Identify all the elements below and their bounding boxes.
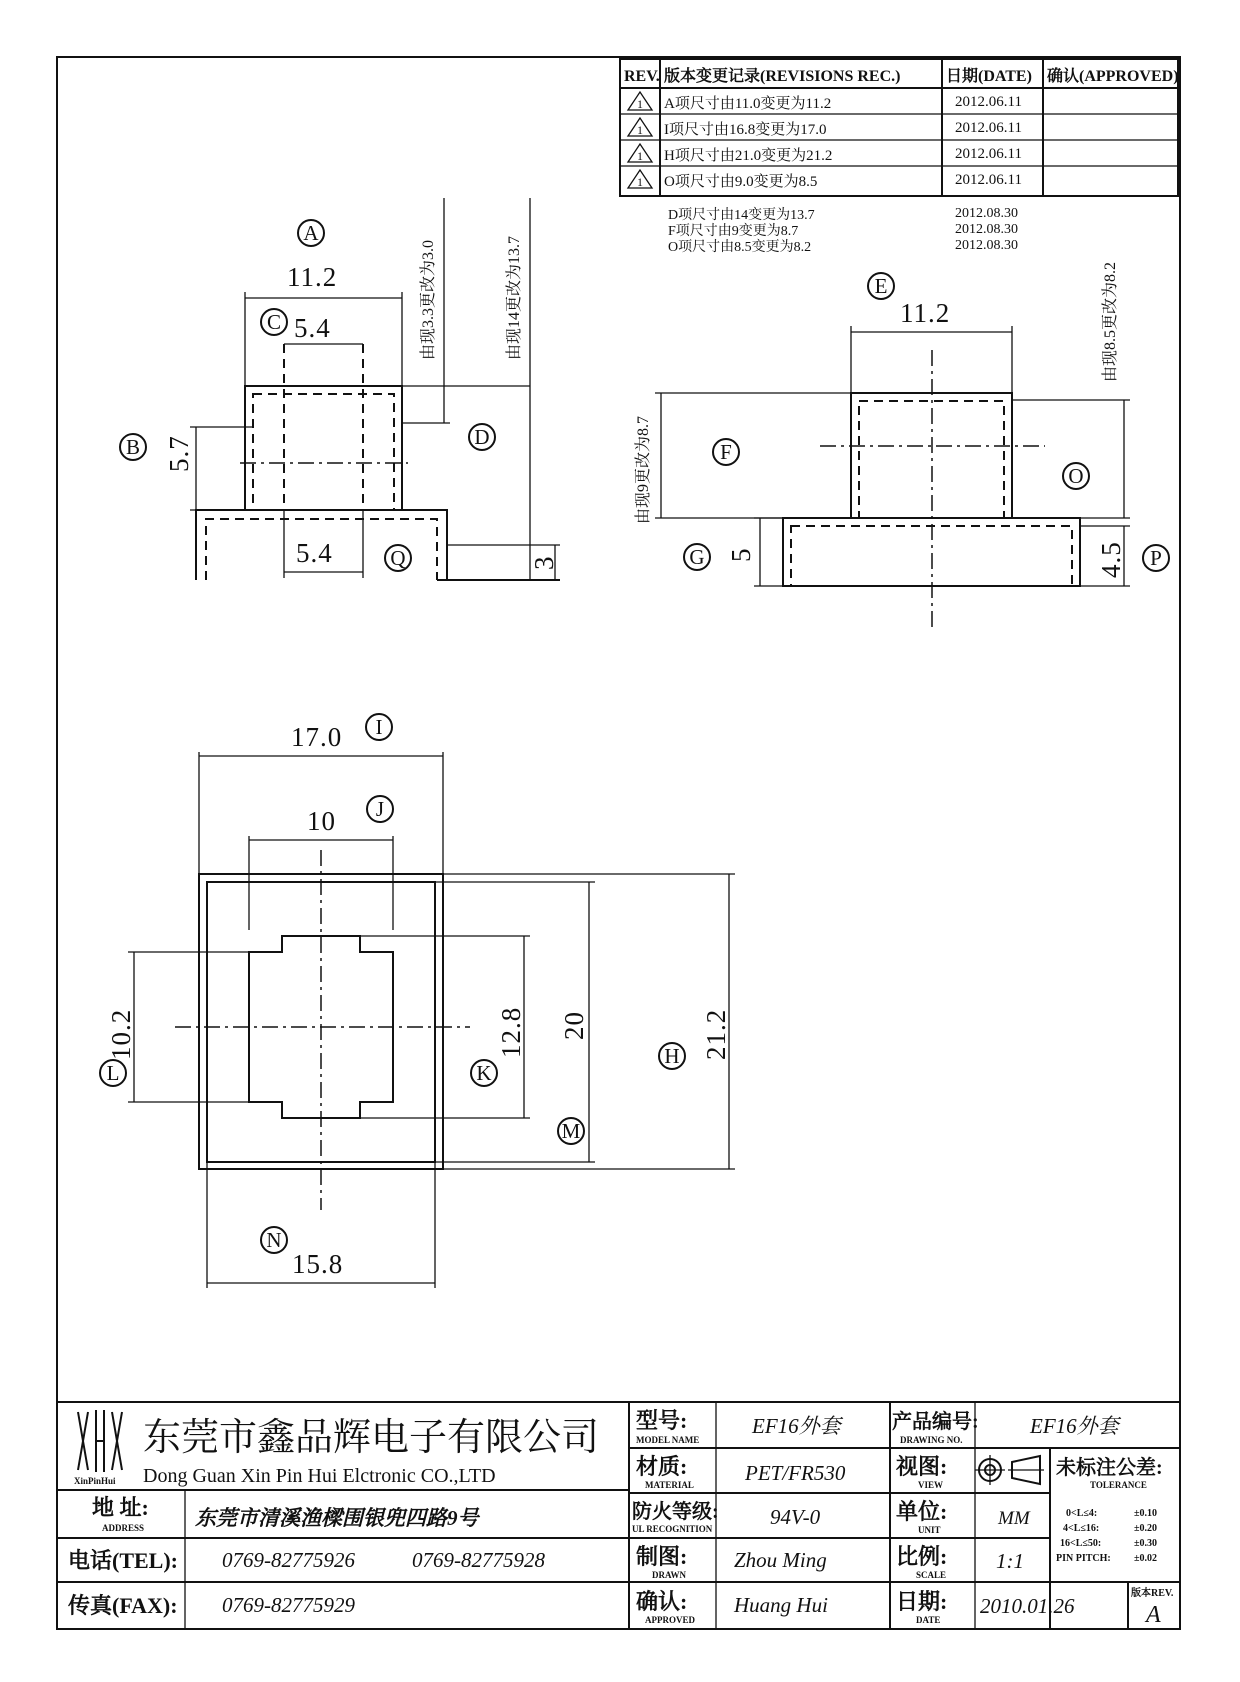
date-label: 日期: bbox=[896, 1589, 948, 1614]
tolerance-range: 16<L≤50: bbox=[1060, 1538, 1102, 1549]
company-logo bbox=[74, 1410, 122, 1486]
revision-date: 2012.06.11 bbox=[955, 172, 1022, 188]
approved-sub: APPROVED bbox=[645, 1615, 695, 1625]
note-side-2: 由现8.5更改为8.2 bbox=[1102, 261, 1119, 382]
scale-value: 1:1 bbox=[996, 1549, 1024, 1573]
rev-value: A bbox=[1146, 1602, 1161, 1628]
flame-value: 94V-0 bbox=[770, 1505, 821, 1529]
unit-sub: UNIT bbox=[918, 1525, 941, 1535]
revision-extra-text: O项尺寸由8.5变更为8.2 bbox=[668, 240, 812, 255]
address-sub: ADDRESS bbox=[102, 1523, 145, 1533]
tolerance-range: PIN PITCH: bbox=[1056, 1553, 1111, 1564]
drawing-no-value: EF16外套 bbox=[1030, 1414, 1119, 1438]
label-c: C bbox=[266, 310, 282, 334]
dim-k-value: 12.8 bbox=[496, 1006, 526, 1058]
tel1-value: 0769-82775926 bbox=[222, 1548, 355, 1572]
revision-extra-date: 2012.08.30 bbox=[955, 222, 1018, 237]
tolerance-label: 未标注公差: bbox=[1056, 1457, 1163, 1479]
tel-label: 电话(TEL): bbox=[68, 1548, 179, 1573]
label-i: I bbox=[375, 715, 383, 739]
approved-label: 确认: bbox=[636, 1589, 688, 1614]
date-header: 日期(DATE) bbox=[946, 68, 1032, 85]
dim-l-value: 10.2 bbox=[106, 1008, 136, 1060]
logo-text: XinPinHui bbox=[74, 1476, 116, 1486]
tolerance-value: ±0.02 bbox=[1134, 1553, 1157, 1564]
tolerance-range: 4<L≤16: bbox=[1063, 1523, 1100, 1534]
label-k: K bbox=[476, 1061, 492, 1085]
label-h: H bbox=[664, 1044, 680, 1068]
unit-label: 单位: bbox=[896, 1499, 948, 1524]
title-block bbox=[57, 1402, 1180, 1629]
revision-text: O项尺寸由9.0变更为8.5 bbox=[664, 174, 818, 190]
label-d: D bbox=[474, 425, 490, 449]
note-front-2: 由现14更改为13.7 bbox=[506, 235, 523, 360]
revision-date: 2012.06.11 bbox=[955, 120, 1022, 136]
tel2-value: 0769-82775928 bbox=[412, 1548, 545, 1572]
record-header: 版本变更记录(REVISIONS REC.) bbox=[664, 68, 901, 85]
scale-sub: SCALE bbox=[916, 1570, 947, 1580]
label-b: B bbox=[125, 435, 141, 459]
view-sub: VIEW bbox=[918, 1480, 944, 1490]
model-label: 型号: bbox=[636, 1408, 688, 1433]
dim-j-value: 10 bbox=[307, 806, 336, 836]
material-label: 材质: bbox=[636, 1454, 688, 1479]
approved-header: 确认(APPROVED) bbox=[1047, 68, 1179, 85]
company-name-cn: 东莞市鑫品辉电子有限公司 bbox=[143, 1417, 600, 1459]
tolerance-value: ±0.30 bbox=[1134, 1538, 1157, 1549]
revision-extra-text: D项尺寸由14变更为13.7 bbox=[668, 208, 815, 223]
revision-row bbox=[628, 170, 1022, 190]
revision-date: 2012.06.11 bbox=[955, 146, 1022, 162]
approved-value: Huang Hui bbox=[734, 1593, 828, 1617]
drawn-sub: DRAWN bbox=[652, 1570, 687, 1580]
label-a: A bbox=[303, 221, 319, 245]
label-l: L bbox=[106, 1061, 120, 1085]
company-name-en: Dong Guan Xin Pin Hui Elctronic CO.,LTD bbox=[143, 1465, 496, 1487]
address-value: 东莞市清溪渔樑围银兜四路9号 bbox=[195, 1506, 479, 1530]
front-view bbox=[120, 198, 560, 580]
drawn-value: Zhou Ming bbox=[734, 1548, 827, 1572]
note-side-1: 由现9更改为8.7 bbox=[635, 415, 652, 524]
dim-g-value: 5 bbox=[726, 547, 756, 562]
dim-b-value: 5.7 bbox=[164, 435, 194, 472]
label-j: J bbox=[375, 797, 385, 821]
material-sub: MATERIAL bbox=[645, 1480, 694, 1490]
dim-a-value: 11.2 bbox=[287, 262, 338, 292]
dim-e-value: 11.2 bbox=[900, 298, 951, 328]
dim-p-value: 4.5 bbox=[1096, 541, 1126, 578]
unit-value: MM bbox=[998, 1508, 1030, 1529]
sheet-border bbox=[57, 57, 1180, 1629]
tolerance-sub: TOLERANCE bbox=[1090, 1480, 1147, 1490]
flame-label: 防火等级: bbox=[632, 1501, 719, 1523]
label-q: Q bbox=[390, 546, 406, 570]
tolerance-range: 0<L≤4: bbox=[1066, 1508, 1098, 1519]
label-e: E bbox=[874, 274, 888, 298]
label-f: F bbox=[720, 440, 732, 464]
tolerance-value: ±0.10 bbox=[1134, 1508, 1157, 1519]
dim-bottom-value: 5.4 bbox=[296, 538, 333, 568]
material-value: PET/FR530 bbox=[745, 1461, 846, 1485]
label-g: G bbox=[689, 545, 705, 569]
rev-header: REV. bbox=[624, 68, 660, 85]
revision-row bbox=[628, 118, 1022, 138]
side-view bbox=[634, 262, 1169, 630]
label-p: P bbox=[1150, 546, 1162, 570]
label-n: N bbox=[266, 1228, 282, 1252]
drawn-label: 制图: bbox=[636, 1544, 688, 1569]
address-label: 地 址: bbox=[92, 1495, 149, 1520]
revision-mark: 1 bbox=[637, 123, 643, 137]
dim-three-value: 3 bbox=[529, 555, 559, 570]
date-value: 2010.01.26 bbox=[980, 1594, 1075, 1618]
view-label: 视图: bbox=[896, 1454, 948, 1479]
dim-n-value: 15.8 bbox=[292, 1249, 344, 1279]
revision-text: I项尺寸由16.8变更为17.0 bbox=[664, 122, 827, 138]
revision-extra-date: 2012.08.30 bbox=[955, 206, 1018, 221]
revision-mark: 1 bbox=[637, 175, 643, 189]
dim-i-value: 17.0 bbox=[291, 722, 343, 752]
fax-label: 传真(FAX): bbox=[68, 1593, 178, 1618]
flame-sub: UL RECOGNITION bbox=[632, 1524, 713, 1534]
rev-label: 版本REV. bbox=[1131, 1588, 1174, 1599]
date-sub: DATE bbox=[916, 1615, 941, 1625]
revision-extra-text: F项尺寸由9变更为8.7 bbox=[668, 224, 799, 239]
top-view bbox=[100, 714, 735, 1288]
drawing-no-sub: DRAWING NO. bbox=[900, 1435, 963, 1445]
fax-value: 0769-82775929 bbox=[222, 1593, 355, 1617]
revision-date: 2012.06.11 bbox=[955, 94, 1022, 110]
tolerance-value: ±0.20 bbox=[1134, 1523, 1157, 1534]
projection-symbol-icon bbox=[975, 1455, 1044, 1485]
revision-extra-date: 2012.08.30 bbox=[955, 238, 1018, 253]
revision-table bbox=[620, 59, 1179, 255]
dim-h-value: 21.2 bbox=[701, 1008, 731, 1060]
dim-c-value: 5.4 bbox=[294, 313, 331, 343]
revision-mark: 1 bbox=[637, 97, 643, 111]
drawing-no-label: 产品编号: bbox=[892, 1411, 979, 1433]
revision-text: H项尺寸由21.0变更为21.2 bbox=[664, 148, 833, 164]
label-o: O bbox=[1068, 464, 1084, 488]
revision-text: A项尺寸由11.0变更为11.2 bbox=[664, 96, 832, 112]
model-sub: MODEL NAME bbox=[636, 1435, 700, 1445]
revision-mark: 1 bbox=[637, 149, 643, 163]
revision-row bbox=[628, 144, 1022, 164]
revision-row bbox=[628, 92, 1022, 112]
model-value: EF16外套 bbox=[752, 1414, 841, 1438]
label-m: M bbox=[561, 1119, 581, 1143]
scale-label: 比例: bbox=[896, 1544, 948, 1569]
dim-m-value: 20 bbox=[559, 1011, 589, 1040]
note-front-1: 由现3.3更改为3.0 bbox=[420, 239, 437, 360]
